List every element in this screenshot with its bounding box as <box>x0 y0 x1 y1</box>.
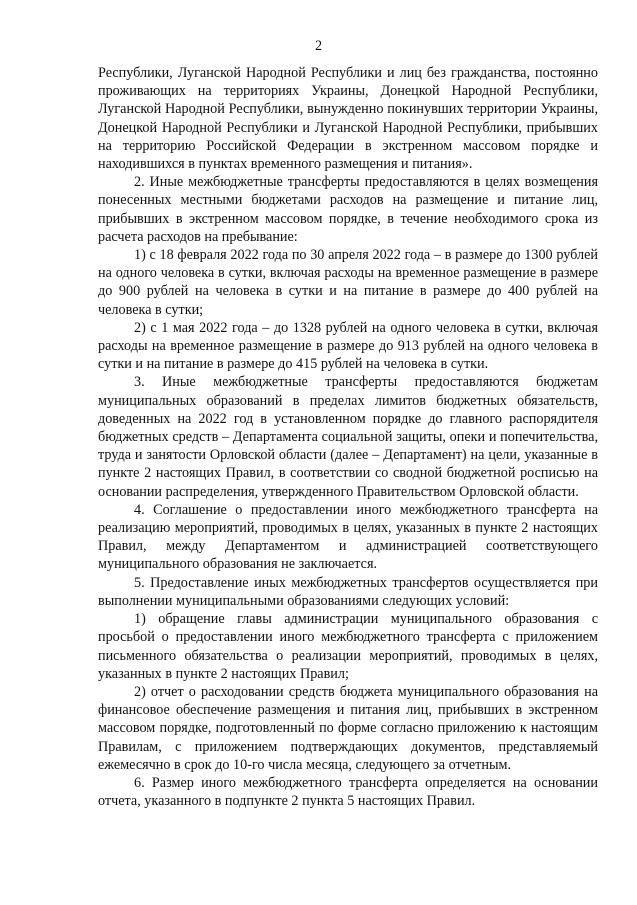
paragraph-item-4: 4. Соглашение о предоставлении иного межбюджетного трансферта на реализацию мероприятий, проводимых в целях, указанных в пункте 2 настоящих Правил, между Департаментом и администрацией соответствующего муниципального образования не заключается. <box>98 501 598 573</box>
paragraph-subitem-2-1: 1) с 18 февраля 2022 года по 30 апреля 2022 года – в размере до 1300 рублей на одного человека в сутки, включая расходы на временное размещение в размере до 900 рублей на человека в сутки и на питание в размере до 400 рублей на человека в сутки; <box>98 247 598 318</box>
paragraph-item-5: 5. Предоставление иных межбюджетных трансфертов осуществляется при выполнении муниципальными образованиями следующих условий: <box>98 574 598 609</box>
paragraph-item-3: 3. Иные межбюджетные трансферты предоставляются бюджетам муниципальных образований в пределах лимитов бюджетных обязательств, доведенных на 2022 год в установленном порядке до главного распорядителя бюджетных средств – Департамента социальной защиты, опеки и попечительства, труда и занятости Орловской области (далее – Департамент) на цели, указанные в пункте 2 настоящих Правил, в соответствии со сводной бюджетной росписью на основании распределения, утвержденного Правительством Орловской области. <box>98 374 598 500</box>
paragraph-subitem-5-2: 2) отчет о расходовании средств бюджета муниципального образования на финансовое обеспечение размещения и питания лиц, прибывших в экстренном массовом порядке, подготовленный по форме согласно приложению к настоящим Правилам, с приложением подтверждающих документов, представляемый ежемесячно в срок до 10-го числа месяца, следующего за отчетным. <box>98 683 598 773</box>
paragraph-item-2: 2. Иные межбюджетные трансферты предоставляются в целях возмещения понесенных местными бюджетами расходов на размещение и питание лиц, прибывших в экстренном массовом порядке, в течение необходимого срока из расчета расходов на пребывание: <box>98 174 598 245</box>
paragraph-continuation: Республики, Луганской Народной Республики и лиц без гражданства, постоянно проживающих на территориях Украины, Донецкой Народной Республики, Луганской Народной Республики, вынужденно покинувших территории Украины, Донецкой Народной Республики и Луганской Народной Республики, прибывших на территорию Российской Федерации в экстренном массовом порядке и находившихся в пунктах временного размещения и питания». <box>98 65 598 173</box>
document-body <box>98 64 598 810</box>
paragraph-subitem-2-2: 2) с 1 мая 2022 года – до 1328 рублей на одного человека в сутки, включая расходы на временное размещение в размере до 913 рублей на одного человека в сутки и на питание в размере до 415 рублей на человека в сутки. <box>98 319 598 373</box>
paragraph-item-6: 6. Размер иного межбюджетного трансферта определяется на основании отчета, указанного в подпункте 2 пункта 5 настоящих Правил. <box>98 774 598 810</box>
paragraph-subitem-5-1: 1) обращение главы администрации муниципального образования с просьбой о предоставлении иного межбюджетного трансферта с приложением письменного обязательства о реализации мероприятий, проводимых в целях, указанных в пункте 2 настоящих Правил; <box>98 611 598 682</box>
page-number: 2 <box>314 38 323 54</box>
